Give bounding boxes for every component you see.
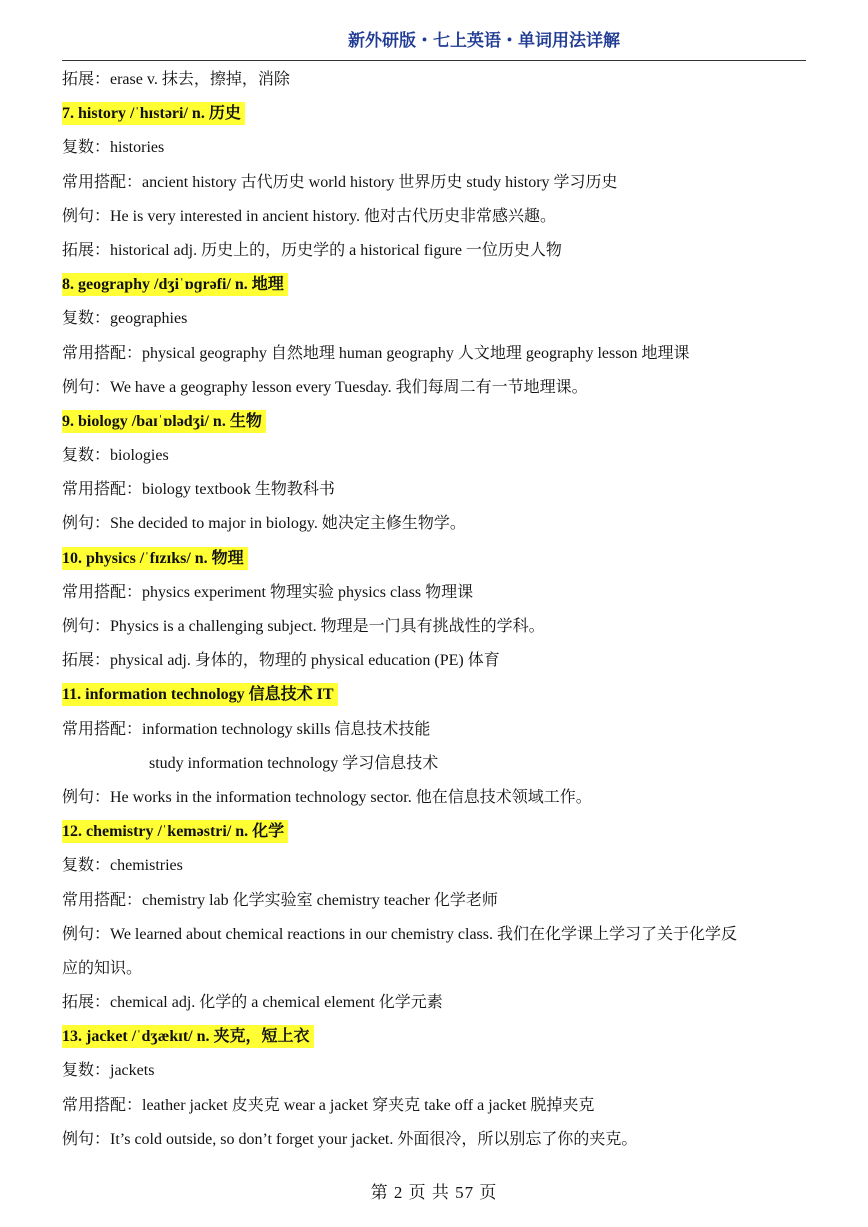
entry-line: 常用搭配：physical geography 自然地理 human geography 人文地理 geography lesson 地理课 bbox=[62, 344, 690, 362]
entry-heading-text: 12. chemistry /ˈkeməstri/ n. 化学 bbox=[62, 820, 288, 843]
entry-line: 例句：He is very interested in ancient history. 他对古代历史非常感兴趣。 bbox=[62, 207, 557, 225]
entry-heading-text: 9. biology /baɪˈɒlədʒi/ n. 生物 bbox=[62, 410, 266, 433]
entry-line: 常用搭配：chemistry lab 化学实验室 chemistry teacher 化学老师 bbox=[62, 891, 498, 909]
entry-heading-text: 7. history /ˈhɪstəri/ n. 历史 bbox=[62, 102, 245, 125]
entry-line: 拓展：erase v. 抹去，擦掉，消除 bbox=[62, 71, 290, 88]
entry-heading-text: 11. information technology 信息技术 IT bbox=[62, 683, 338, 706]
entry-line: study information technology 学习信息技术 bbox=[149, 754, 439, 772]
entry-line: 例句：We learned about chemical reactions in our chemistry class. 我们在化学课上学习了关于化学反 bbox=[62, 925, 738, 943]
header-title: 新外研版・七上英语・单词用法详解 bbox=[348, 31, 620, 51]
entry-line: 复数：histories bbox=[62, 139, 165, 157]
entry-heading bbox=[62, 405, 822, 439]
entry-line: 复数：chemistries bbox=[62, 857, 183, 875]
entry-heading bbox=[62, 268, 822, 302]
entry-heading-text: 10. physics /ˈfɪzɪks/ n. 物理 bbox=[62, 547, 248, 570]
entry-line: 拓展：historical adj. 历史上的，历史学的 a historical figure 一位历史人物 bbox=[62, 241, 562, 259]
entry-line: 复数：geographies bbox=[62, 310, 188, 328]
entry-heading bbox=[62, 542, 822, 576]
entry-line: 拓展：chemical adj. 化学的 a chemical element 化学元素 bbox=[62, 994, 443, 1012]
entry-line: 例句：Physics is a challenging subject. 物理是一门具有挑战性的学科。 bbox=[62, 618, 545, 635]
entry-line: 常用搭配：biology textbook 生物教科书 bbox=[62, 481, 335, 499]
entry-line: 例句：She decided to major in biology. 她决定主修生物学。 bbox=[62, 515, 466, 533]
entry-heading-text: 13. jacket /ˈdʒækɪt/ n. 夹克，短上衣 bbox=[62, 1025, 314, 1048]
entry-heading bbox=[62, 678, 822, 712]
entry-line: 应的知识。 bbox=[62, 959, 143, 977]
page-number: 第 2 页 共 57 页 bbox=[370, 1183, 498, 1202]
page-header bbox=[62, 22, 806, 61]
entry-line: 拓展：physical adj. 身体的，物理的 physical education (PE) 体育 bbox=[62, 652, 500, 670]
entry-line: 常用搭配：physics experiment 物理实验 physics class 物理课 bbox=[62, 583, 474, 601]
entry-line: 例句：He works in the information technology sector. 他在信息技术领域工作。 bbox=[62, 788, 592, 806]
entry-heading bbox=[62, 97, 822, 131]
entry-line: 例句：It’s cold outside, so don’t forget your jacket. 外面很冷，所以别忘了你的夹克。 bbox=[62, 1130, 638, 1148]
document-body bbox=[62, 63, 822, 1157]
entry-line: 复数：biologies bbox=[62, 447, 169, 465]
entry-line: 常用搭配：leather jacket 皮夹克 wear a jacket 穿夹克 take off a jacket 脱掉夹克 bbox=[62, 1096, 595, 1114]
entry-line: 例句：We have a geography lesson every Tuesday. 我们每周二有一节地理课。 bbox=[62, 378, 588, 396]
entry-line: 常用搭配：ancient history 古代历史 world history 世界历史 study history 学习历史 bbox=[62, 173, 618, 191]
entry-heading bbox=[62, 1020, 822, 1054]
entry-heading bbox=[62, 815, 822, 849]
entry-line: 复数：jackets bbox=[62, 1062, 155, 1080]
entry-line: 常用搭配：information technology skills 信息技术技能 bbox=[62, 720, 431, 738]
entry-heading-text: 8. geography /dʒiˈɒɡrəfi/ n. 地理 bbox=[62, 273, 288, 296]
